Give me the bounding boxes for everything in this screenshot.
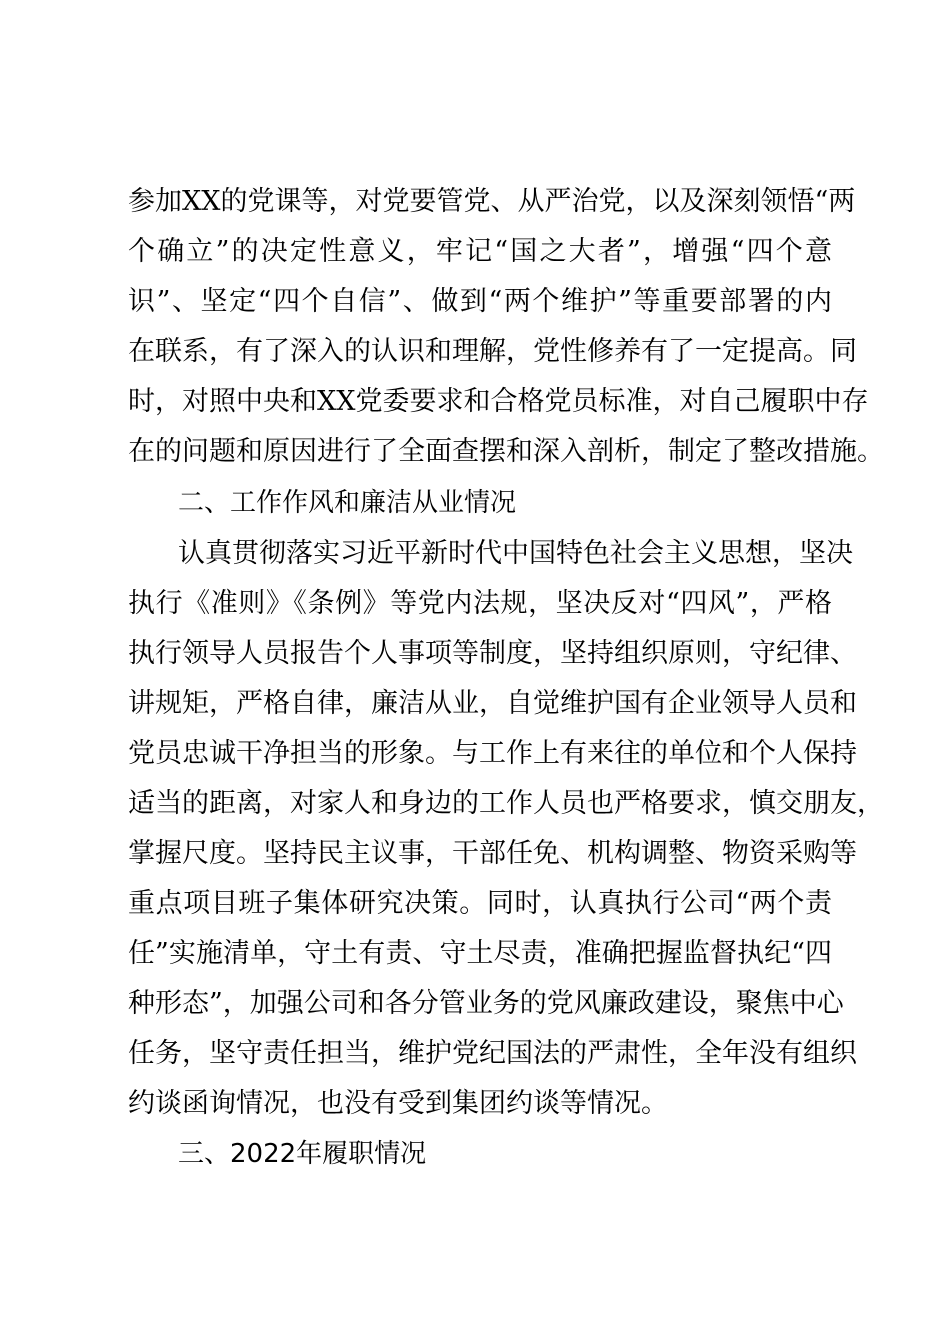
paragraph-line: 在联系，有了深入的认识和理解，党性修养有了一定提高。同 (128, 336, 857, 367)
paragraph-line: 执行领导人员报告个人事项等制度，坚持组织原则，守纪律、 (128, 638, 857, 669)
paragraph-line: 时，对照中央和XX党委要求和合格党员标准，对自己履职中存 (128, 386, 869, 417)
paragraph-line: 重点项目班子集体研究决策。同时，认真执行公司“两个责 (128, 888, 832, 919)
paragraph-line: 掌握尺度。坚持民主议事，干部任免、机构调整、物资采购等 (128, 838, 857, 869)
paragraph-line: 种形态”，加强公司和各分管业务的党风廉政建设，聚焦中心 (128, 988, 844, 1019)
paragraph-line: 约谈函询情况，也没有受到集团约谈等情况。 (128, 1088, 668, 1119)
paragraph-line: 适当的距离，对家人和身边的工作人员也严格要求，慎交朋友， (128, 788, 884, 819)
paragraph-line: 在的问题和原因进行了全面查摆和深入剖析，制定了整改措施。 (128, 436, 884, 467)
paragraph-line: 任务，坚守责任担当，维护党纪国法的严肃性，全年没有组织 (128, 1038, 857, 1069)
paragraph-line: 个确立”的决定性意义，牢记“国之大者”，增强“四个意 (128, 236, 832, 267)
paragraph-line: 任”实施清单，守土有责、守土尽责，准确把握监督执纪“四 (128, 938, 832, 969)
paragraph-line: 认真贯彻落实习近平新时代中国特色社会主义思想，坚决 (178, 538, 853, 569)
paragraph-line: 参加XX的党课等，对党要管党、从严治党，以及深刻领悟“两 (128, 186, 856, 217)
paragraph-line: 执行《准则》《条例》等党内法规，坚决反对“四风”，严格 (128, 588, 832, 619)
section-heading: 二、工作作风和廉洁从业情况 (178, 488, 517, 518)
paragraph-line: 讲规矩，严格自律，廉洁从业，自觉维护国有企业领导人员和 (128, 688, 857, 719)
section-heading: 三、2022年履职情况 (178, 1139, 427, 1169)
paragraph-line: 党员忠诚干净担当的形象。与工作上有来往的单位和个人保持 (128, 738, 857, 769)
paragraph-line: 识”、坚定“四个自信”、做到“两个维护”等重要部署的内 (128, 286, 832, 317)
